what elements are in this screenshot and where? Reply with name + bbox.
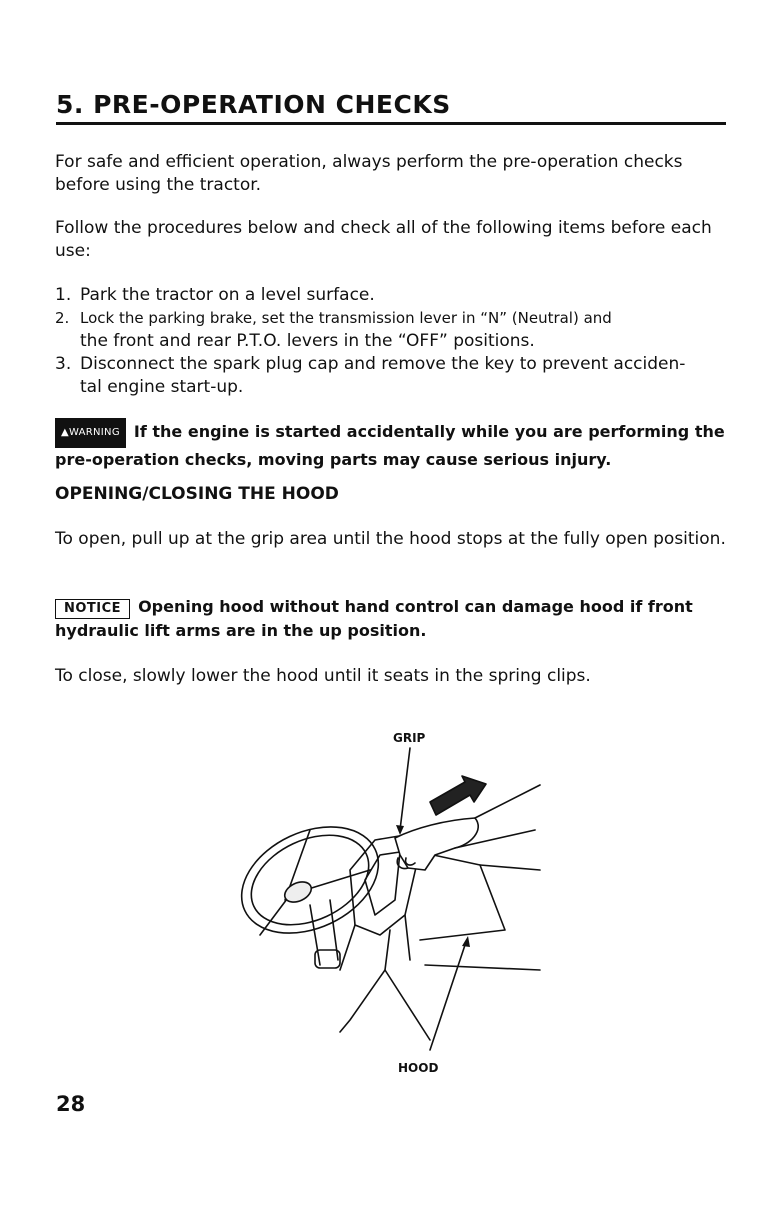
step-text: Disconnect the spark plug cap and remove the key to prevent acciden- <box>80 354 686 374</box>
notice-text: Opening hood without hand control can damage hood if front hydraulic lift arms are in the up position. <box>55 597 693 640</box>
step-text-continued: tal engine start-up. <box>80 377 244 397</box>
step-number: 3. <box>55 354 72 374</box>
warning-block <box>55 418 735 472</box>
list-item <box>55 284 735 307</box>
step-text-continued: the front and rear P.T.O. levers in the “OFF” positions. <box>80 331 535 351</box>
open-instructions: To open, pull up at the grip area until the hood stops at the fully open position. <box>55 529 726 549</box>
hood-label: HOOD <box>398 1061 439 1075</box>
list-item <box>55 307 735 353</box>
title-divider <box>56 122 726 125</box>
section-title: 5. PRE-OPERATION CHECKS <box>56 90 451 119</box>
notice-block <box>55 595 735 642</box>
close-instructions: To close, slowly lower the hood until it seats in the spring clips. <box>55 666 591 686</box>
intro-paragraph: For safe and efficient operation, always perform the pre-operation checks before using the tractor. <box>55 152 683 195</box>
warning-badge: ▲WARNING <box>55 418 126 448</box>
steps-list <box>55 284 735 399</box>
grip-label: GRIP <box>393 731 426 745</box>
notice-badge: NOTICE <box>55 599 130 619</box>
warning-text: If the engine is started accidentally while you are performing the pre-operation checks, moving parts may cause serious injury. <box>55 422 725 469</box>
step-number: 1. <box>55 285 72 305</box>
step-text: Lock the parking brake, set the transmission lever in “N” (Neutral) and <box>80 309 612 327</box>
step-number: 2. <box>55 309 70 327</box>
hood-illustration <box>230 720 560 1090</box>
page-number: 28 <box>56 1092 86 1116</box>
step-text: Park the tractor on a level surface. <box>80 285 375 305</box>
list-item <box>55 353 735 399</box>
hood-heading: OPENING/CLOSING THE HOOD <box>55 484 339 504</box>
procedures-intro: Follow the procedures below and check all of the following items before each use: <box>55 218 712 261</box>
